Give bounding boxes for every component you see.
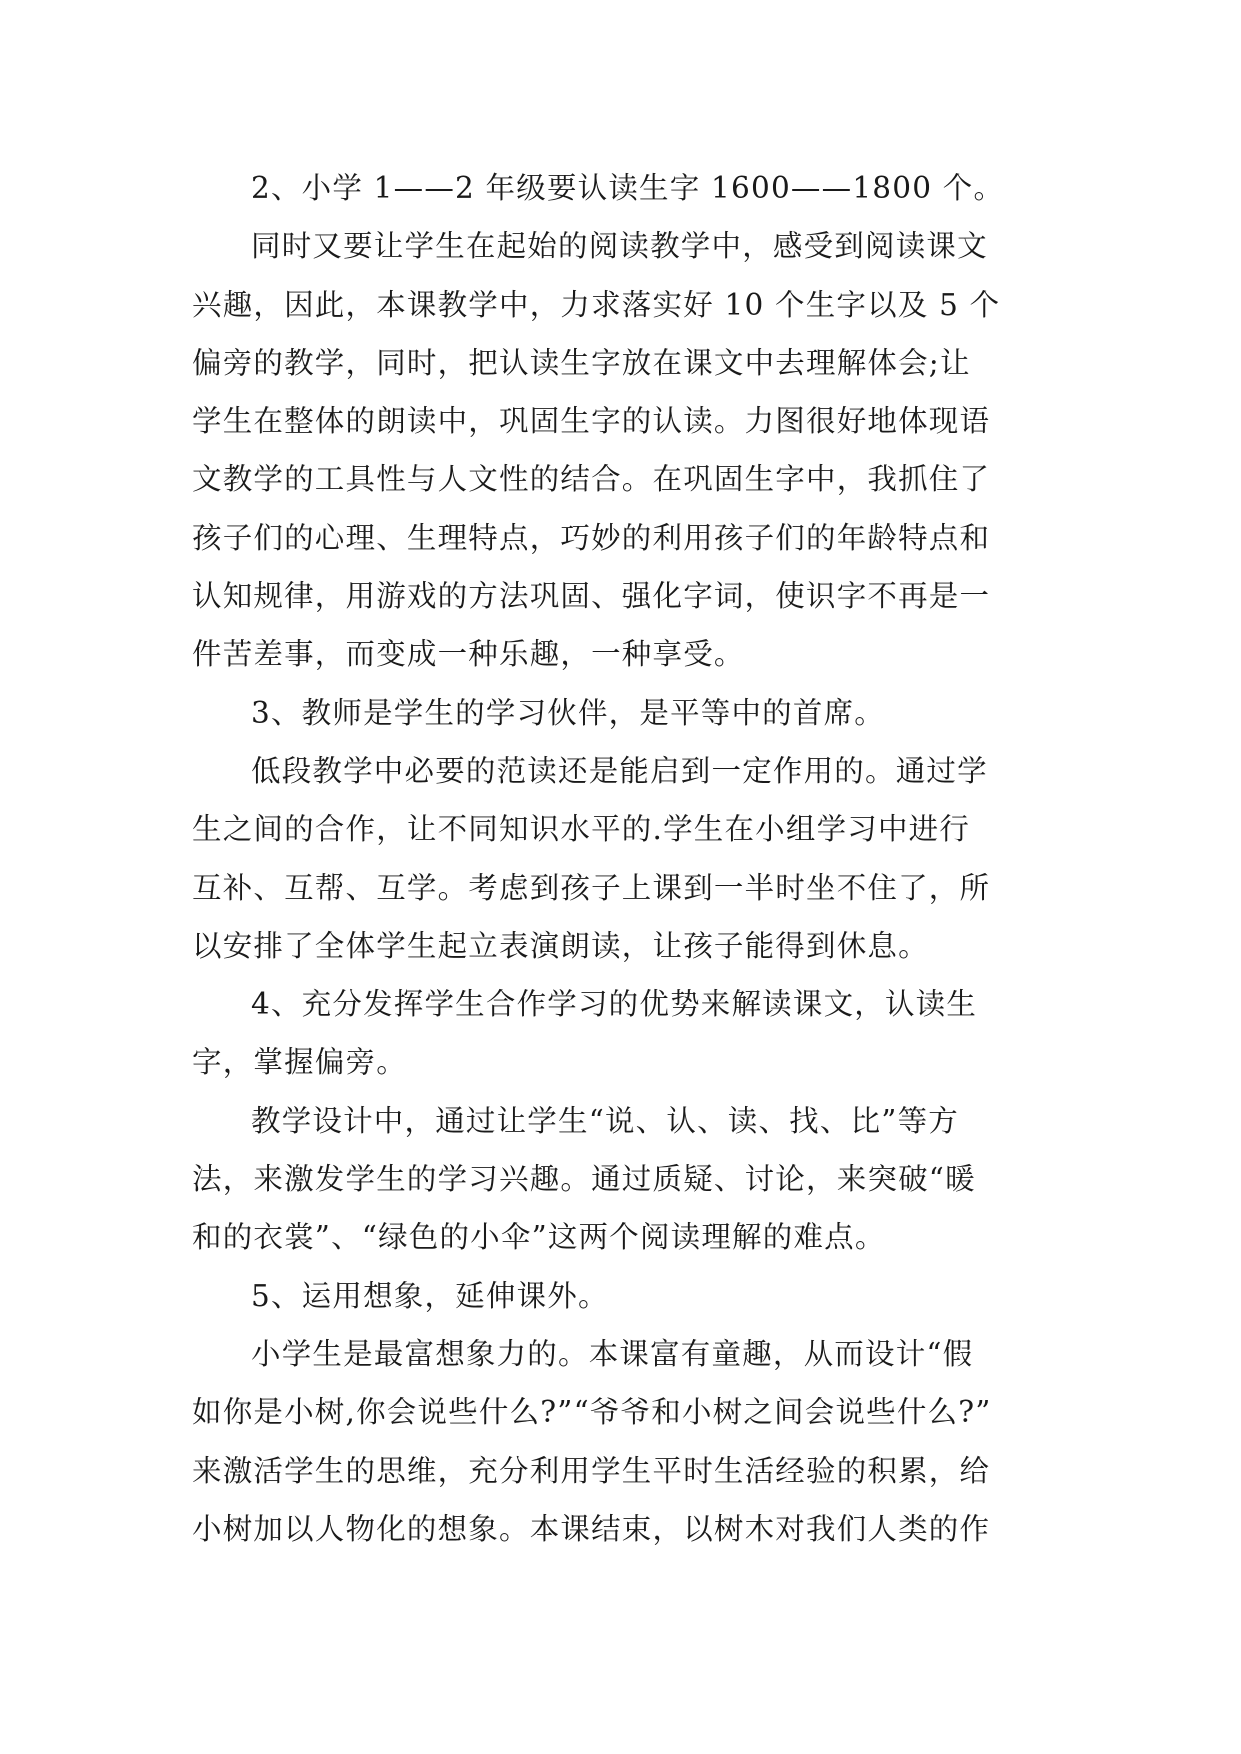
paragraph-line: 孩子们的心理、生理特点，巧妙的利用孩子们的年龄特点和 <box>192 520 991 555</box>
heading-2: 2、小学 1——2 年级要认读生字 1600——1800 个。 <box>251 171 1005 205</box>
heading-4-continued: 字，掌握偏旁。 <box>192 1045 407 1080</box>
paragraph-line: 学生在整体的朗读中，巩固生字的认读。力图很好地体现语 <box>192 404 991 439</box>
paragraph-line: 以安排了全体学生起立表演朗读，让孩子能得到休息。 <box>192 928 929 963</box>
paragraph-line: 教学设计中，通过让学生“说、认、读、找、比”等方 <box>251 1103 959 1138</box>
paragraph-line: 和的衣裳”、“绿色的小伞”这两个阅读理解的难点。 <box>192 1220 886 1255</box>
paragraph-line: 文教学的工具性与人文性的结合。在巩固生字中，我抓住了 <box>192 462 991 497</box>
paragraph-line: 小学生是最富想象力的。本课富有童趣，从而设计“假 <box>251 1336 974 1371</box>
paragraph-line: 来激活学生的思维，充分利用学生平时生活经验的积累，给 <box>192 1453 991 1488</box>
paragraph-line: 互补、互帮、互学。考虑到孩子上课到一半时坐不住了，所 <box>192 870 991 905</box>
paragraph-line: 生之间的合作，让不同知识水平的.学生在小组学习中进行 <box>192 812 971 847</box>
paragraph-line: 兴趣，因此，本课教学中，力求落实好 10 个生字以及 5 个 <box>192 287 1001 322</box>
paragraph-line: 小树加以人物化的想象。本课结束，以树木对我们人类的作 <box>192 1511 991 1546</box>
paragraph-line: 法，来激发学生的学习兴趣。通过质疑、讨论，来突破“暖 <box>192 1162 976 1197</box>
paragraph-line: 偏旁的教学，同时，把认读生字放在课文中去理解体会;让 <box>192 345 971 380</box>
heading-3: 3、教师是学生的学习伙伴，是平等中的首席。 <box>251 695 885 730</box>
paragraph-line: 如你是小树,你会说些什么?”“爷爷和小树之间会说些什么?” <box>192 1395 992 1430</box>
heading-5: 5、运用想象，延伸课外。 <box>251 1278 609 1313</box>
paragraph-line: 认知规律，用游戏的方法巩固、强化字词，使识字不再是一 <box>192 579 991 614</box>
paragraph-line: 件苦差事，而变成一种乐趣，一种享受。 <box>192 637 745 672</box>
paragraph-line: 同时又要让学生在起始的阅读教学中，感受到阅读课文 <box>251 229 988 264</box>
paragraph-line: 低段教学中必要的范读还是能启到一定作用的。通过学 <box>251 753 988 788</box>
document-page <box>192 159 1052 1558</box>
heading-4: 4、充分发挥学生合作学习的优势来解读课文，认读生 <box>251 987 978 1022</box>
